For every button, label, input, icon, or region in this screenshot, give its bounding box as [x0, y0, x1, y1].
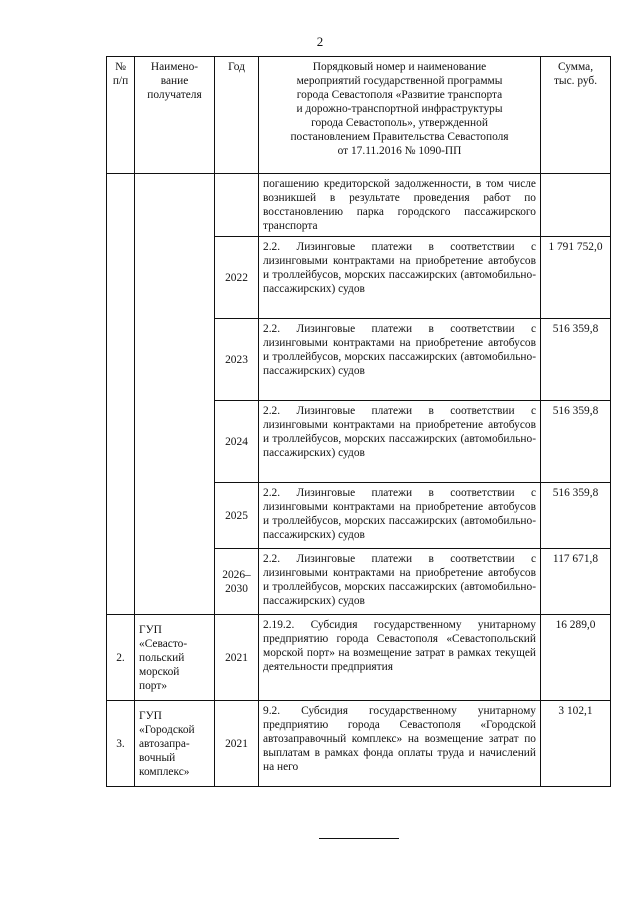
row-description: 2.2. Лизинговые платежи в соответствии с лизинговыми контрактами на приобретение автобусов и троллейбусов, морских пассажирских (автомобильно-пассажирских) судов — [259, 237, 541, 319]
row-year: 2021 — [215, 701, 259, 787]
row-amount: 516 359,8 — [541, 401, 611, 483]
table-row — [107, 701, 611, 787]
row-amount: 516 359,8 — [541, 319, 611, 401]
subsidy-table — [106, 56, 611, 787]
header-event: Порядковый номер и наименование мероприятий государственной программы города Севастополя «Развитие транспорта и дорожно-транспортной инфраструктуры города Севастополь», утвержденной постановлением Правительства Севастополя от 17.11.2016 № 1090-ПП — [259, 57, 541, 174]
row-description: 2.2. Лизинговые платежи в соответствии с лизинговыми контрактами на приобретение автобусов и троллейбусов, морских пассажирских (автомобильно-пассажирских) судов — [259, 549, 541, 615]
row-description: погашению кредиторской задолженности, в том числе возникшей в результате проведения работ по восстановлению парка городского пассажирского транспорта — [259, 174, 541, 237]
row-description: 2.2. Лизинговые платежи в соответствии с лизинговыми контрактами на приобретение автобусов и троллейбусов, морских пассажирских (автомобильно-пассажирских) судов — [259, 401, 541, 483]
row-amount — [541, 174, 611, 237]
table-row — [107, 615, 611, 701]
row-amount: 516 359,8 — [541, 483, 611, 549]
row-number — [107, 174, 135, 615]
row-amount: 16 289,0 — [541, 615, 611, 701]
row-year — [215, 174, 259, 237]
footer-divider — [319, 838, 399, 839]
row-year: 2026– 2030 — [215, 549, 259, 615]
header-recipient: Наимено- вание получателя — [135, 57, 215, 174]
row-description: 2.2. Лизинговые платежи в соответствии с лизинговыми контрактами на приобретение автобусов и троллейбусов, морских пассажирских (автомобильно-пассажирских) судов — [259, 319, 541, 401]
header-amount: Сумма, тыс. руб. — [541, 57, 611, 174]
row-amount: 1 791 752,0 — [541, 237, 611, 319]
row-year: 2025 — [215, 483, 259, 549]
row-year: 2023 — [215, 319, 259, 401]
row-number: 2. — [107, 615, 135, 701]
page-number: 2 — [316, 34, 324, 49]
row-amount: 3 102,1 — [541, 701, 611, 787]
header-no: № п/п — [107, 57, 135, 174]
row-description: 2.2. Лизинговые платежи в соответствии с лизинговыми контрактами на приобретение автобусов и троллейбусов, морских пассажирских (автомобильно-пассажирских) судов — [259, 483, 541, 549]
row-description: 9.2. Субсидия государственному унитарному предприятию города Севастополя «Городской автозаправочный комплекс» на возмещение затрат по выплатам в рамках фонда оплаты труда и начислений на него — [259, 701, 541, 787]
row-amount: 117 671,8 — [541, 549, 611, 615]
header-year: Год — [215, 57, 259, 174]
row-year: 2022 — [215, 237, 259, 319]
row-number: 3. — [107, 701, 135, 787]
table-header-row — [107, 57, 611, 174]
row-recipient — [135, 174, 215, 615]
row-description: 2.19.2. Субсидия государственному унитарному предприятию города Севастополя «Севастопольский морской порт» на возмещение затрат в рамках текущей деятельности предприятия — [259, 615, 541, 701]
row-recipient: ГУП «Севасто- польский морской порт» — [135, 615, 215, 701]
row-year: 2021 — [215, 615, 259, 701]
row-recipient: ГУП «Городской автозапра- вочный комплекс» — [135, 701, 215, 787]
row-year: 2024 — [215, 401, 259, 483]
table-row — [107, 174, 611, 237]
